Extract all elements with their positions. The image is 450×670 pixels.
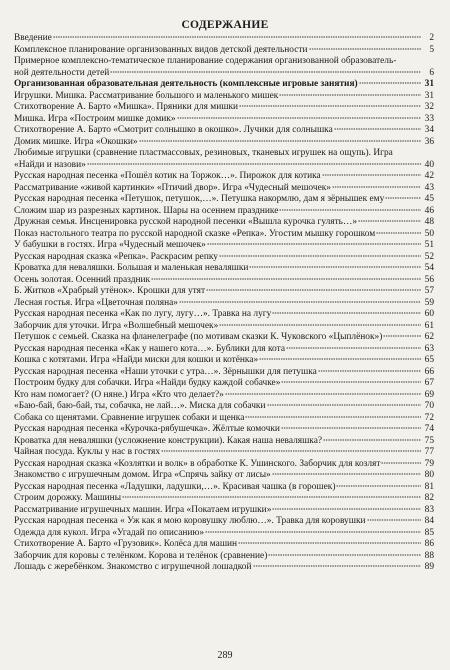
dot-leader [205,531,421,533]
toc-entry-text: Кроватка для неваляшки (усложнение конструкции). Какая наша неваляшка? [14,435,323,446]
toc-entry-page: 36 [424,136,434,147]
dot-leader [207,243,421,245]
toc-entry [14,240,434,252]
dot-leader [151,278,421,280]
toc-entry [14,321,434,333]
dot-leader [272,508,421,510]
toc-entry-text: Русская народная песенка « Уж как я мою коровушку люблю…». Травка для коровушки [14,516,366,526]
toc-entry [14,528,434,540]
toc-entry-page: 33 [424,113,434,124]
toc-entry [14,171,434,183]
toc-entry-line [14,137,434,149]
dot-leader [268,554,421,556]
toc-entry-text: Лесная гостья. Игра «Цветочная поляна» [14,297,178,308]
toc-entry-line [14,516,434,528]
toc-entry [14,401,434,413]
toc-entry-page: 85 [424,527,434,538]
toc-entry-line [14,171,434,183]
page-number: 289 [217,650,233,661]
toc-entry-line [14,344,434,356]
toc-entry-text: Чайная посуда. Куклы у нас в гостях [14,447,161,457]
toc-entry [14,493,434,505]
toc-entry-line [14,263,434,275]
toc-entry-text: Русская народная песенка «Курочка-рябушечка». Жёлтые комочки [14,424,280,434]
toc-entry-text: Показ настольного театра по русской народной сказке «Репка». Угостим мышку горошком [14,228,376,239]
dot-leader [267,404,421,406]
toc-entry [14,56,434,79]
toc-entry-line [14,459,434,471]
toc-entry [14,436,434,448]
toc-entry-page: 82 [424,493,434,503]
toc-entry-text: Русская народная сказка «Козлятки и волк» в обработке К. Ушинского. Заборчик для козлят [14,458,381,469]
dot-leader [286,347,421,349]
toc-entry-line [14,183,434,195]
toc-entry [14,551,434,563]
toc-entry-text: Заборчик для коровы с телёнком. Корова и телёнок (сравнение) [14,550,268,561]
table-of-contents [14,33,434,574]
toc-entry-page: 51 [424,240,434,250]
dot-leader [53,36,421,38]
toc-entry [14,390,434,402]
toc-entry [14,33,434,45]
toc-entry-page: 81 [424,481,434,492]
toc-entry-page: 45 [424,194,434,204]
toc-entry-page: 84 [424,516,434,526]
dot-leader [309,48,421,50]
toc-entry-line [14,309,434,321]
toc-entry-text: Кроватка для неваляшки. Большая и маленькая неваляшки [14,263,249,273]
toc-entry-page: 77 [424,447,434,457]
toc-entry-line [14,194,434,206]
toc-entry-text: Комплексное планирование организованных видов детской деятельности [14,44,308,55]
toc-entry-text: Организованная образовательная деятельность (комплексные игровые занятия) [14,79,358,89]
toc-entry-text: У бабушки в гостях. Игра «Чудесный мешочек» [14,240,206,250]
toc-entry-text: Рассматривание «живой картинки» «Птичий двор». Игра «Чудесный мешочек» [14,182,331,193]
toc-entry-text: «Баю-бай, баю-бай, ты, собачка, не лай…». Миска для собачки [14,401,266,411]
toc-entry [14,562,434,574]
toc-entry-page: 72 [424,412,434,423]
toc-entry [14,344,434,356]
toc-entry-page: 63 [424,343,434,354]
dot-leader [161,450,421,452]
dot-leader [336,485,421,487]
toc-entry-text: Сложим шар из разрезных картинок. Шары на осеннем празднике [14,205,279,216]
dot-leader [279,209,421,211]
toc-entry-text: Любимые игрушки (сравнение пластмассовых, резиновых, тканевых игрушек на ощупь). Игра [14,148,393,158]
dot-leader [376,232,421,234]
toc-entry-text: Петушок с семьей. Сказка на фланелеграфе (по мотивам сказки К. Чуковского «Цыплёнок») [14,332,383,342]
toc-entry-page: 43 [424,182,434,193]
toc-entry-text: Собака со щенятами. Сравнение игрушек собаки и щенка [14,412,245,423]
toc-entry [14,332,434,344]
toc-entry [14,298,434,310]
toc-entry [14,516,434,528]
toc-entry [14,252,434,264]
toc-entry-line [14,355,434,367]
toc-entry-text: Б. Житков «Храбрый утёнок». Крошки для утят [14,286,206,296]
dot-leader [279,94,421,96]
toc-entry-line [14,286,434,298]
toc-entry [14,79,434,91]
toc-entry [14,539,434,551]
dot-leader [383,335,421,337]
dot-leader [359,82,421,84]
dot-leader [206,289,421,291]
toc-entry-line [14,298,434,310]
toc-entry-page: 70 [424,401,434,411]
toc-entry-page: 52 [424,251,434,262]
toc-entry-text: Русская народная песенка «Как у нашего кота…». Бублики для кота [14,343,285,354]
toc-entry-page: 74 [424,424,434,434]
toc-entry-text: Заборчик для уточки. Игра «Волшебный мешочек» [14,320,219,331]
toc-entry-page: 56 [424,274,434,285]
toc-entry [14,447,434,459]
toc-entry-text: Рассматривание игрушечных машин. Игра «Покатаем игрушки» [14,504,272,515]
toc-entry-page: 54 [424,263,434,273]
toc-entry-page: 5 [429,44,434,55]
toc-entry-line [14,91,434,103]
dot-leader [281,427,421,429]
toc-entry-text: ной деятельности детей [14,67,110,78]
toc-entry-page: 79 [424,458,434,469]
toc-entry-page: 46 [424,205,434,216]
toc-entry-page: 65 [424,355,434,365]
toc-entry [14,125,434,137]
dot-leader [318,370,421,372]
toc-entry [14,286,434,298]
toc-entry-text: Кошка с котятами. Игра «Найди миски для кошки и котёнка» [14,355,259,365]
toc-entry-line [14,436,434,448]
dot-leader [225,393,421,395]
toc-entry-text: Стихотворение А. Барто «Грузовик». Колёса для машин [14,539,238,549]
toc-entry [14,470,434,482]
toc-entry-page: 34 [424,125,434,135]
toc-entry-page: 40 [424,159,434,170]
toc-entry [14,482,434,494]
toc-entry-text: Игрушки. Мишка. Рассматривание большого и маленького мишек [14,90,279,101]
toc-entry-text: Кто нам помогает? (О няне.) Игра «Кто что делает?» [14,389,224,400]
dot-leader [249,266,421,268]
toc-entry-line [14,229,434,241]
toc-entry-page: 86 [424,539,434,549]
page-title: СОДЕРЖАНИЕ [181,19,269,31]
toc-entry-line [14,539,434,551]
toc-entry-line [14,68,434,80]
toc-entry-line [14,321,434,333]
toc-entry-line [14,148,434,160]
toc-entry-text: Дружная семья. Инсценировка русской народной песенки «Вышла курочка гулять…» [14,217,358,227]
dot-leader [381,462,421,464]
dot-leader [334,128,421,130]
toc-entry [14,114,434,126]
toc-entry-page: 66 [424,366,434,377]
toc-entry-line [14,390,434,402]
toc-entry-line [14,125,434,137]
dot-leader [358,220,421,222]
toc-entry-line [14,217,434,229]
dot-leader [219,324,421,326]
toc-entry [14,424,434,436]
toc-entry-line [14,424,434,436]
toc-entry-text: Русская народная песенка «Ладушки, ладушки,…». Красивая чашка (в горошек) [14,481,336,492]
toc-entry-page: 2 [429,33,434,43]
toc-entry-text: Осень золотая. Осенний праздник [14,274,151,285]
toc-entry-page: 31 [424,90,434,101]
toc-entry [14,91,434,103]
toc-entry-text: Введение [14,33,52,43]
toc-entry-text: Русская народная песенка «Наши уточки с утра…». Зёрнышки для петушка [14,366,317,377]
toc-entry-page: 6 [429,67,434,78]
toc-entry-line [14,447,434,459]
toc-entry-page: 75 [424,435,434,446]
toc-entry-text: Русская народная песенка «Пошёл котик на Торжок…». Пирожок для котика [14,171,321,181]
toc-entry-line [14,33,434,45]
dot-leader [272,473,421,475]
toc-entry-page: 31 [424,79,434,89]
toc-entry-line [14,114,434,126]
toc-entry-line [14,367,434,379]
dot-leader [122,496,421,498]
toc-entry-line [14,401,434,413]
toc-entry-line [14,332,434,344]
toc-entry-line [14,79,434,91]
toc-entry-page: 60 [424,309,434,319]
toc-entry-page: 80 [424,470,434,480]
dot-leader [110,71,421,73]
toc-entry-text: Одежда для кукол. Игра «Угадай по описанию» [14,527,205,538]
dot-leader [139,140,421,142]
toc-entry-line [14,206,434,218]
toc-entry [14,505,434,517]
toc-entry-text: Знакомство с игрушечным домом. Игра «Спрячь зайку от лисы» [14,470,271,480]
dot-leader [253,565,422,567]
toc-entry-text: Стихотворение А. Барто «Смотрит солнышко в окошко». Лучики для солнышка [14,125,333,135]
dot-leader [219,255,421,257]
toc-entry-text: Русская народная сказка «Репка». Раскрасим репку [14,251,218,262]
toc-entry [14,263,434,275]
dot-leader [87,163,421,165]
dot-leader [385,197,421,199]
toc-entry-text: Мишка. Игра «Построим мишке домик» [14,113,176,124]
toc-entry [14,378,434,390]
dot-leader [259,358,421,360]
toc-entry [14,148,434,171]
toc-entry-page: 57 [424,286,434,296]
toc-entry-line [14,482,434,494]
toc-entry-page: 89 [424,562,434,572]
toc-entry [14,367,434,379]
dot-leader [179,301,421,303]
dot-leader [281,381,421,383]
toc-entry [14,275,434,287]
dot-leader [177,117,421,119]
toc-entry-page: 59 [424,297,434,308]
toc-entry-line [14,551,434,563]
toc-entry [14,355,434,367]
dot-leader [245,416,421,418]
toc-entry-line [14,102,434,114]
toc-entry-text: Построим будку для собачки. Игра «Найди будку каждой собачке» [14,378,281,388]
toc-entry-page: 32 [424,102,434,112]
toc-entry [14,459,434,471]
toc-entry-text: «Найди и назови» [14,159,86,170]
toc-entry [14,137,434,149]
toc-entry [14,102,434,114]
toc-entry-text: Стихотворение А. Барто «Мишка». Пряники для мишки [14,102,239,112]
toc-entry [14,229,434,241]
toc-entry-line [14,160,434,172]
toc-entry-page: 42 [424,171,434,181]
toc-entry-page: 83 [424,504,434,515]
toc-entry-text: Примерное комплексно-тематическое планирование содержания организованной образователь- [14,56,397,66]
dot-leader [272,312,421,314]
toc-entry-line [14,252,434,264]
toc-entry-line [14,45,434,57]
dot-leader [332,186,421,188]
toc-entry-line [14,413,434,425]
toc-entry [14,309,434,321]
toc-entry [14,194,434,206]
dot-leader [238,542,421,544]
toc-entry-line [14,562,434,574]
toc-entry-line [14,275,434,287]
toc-entry [14,413,434,425]
toc-entry-line [14,493,434,505]
toc-entry-page: 50 [424,228,434,239]
toc-entry-line [14,56,434,68]
toc-entry-page: 69 [424,389,434,400]
toc-entry-page: 62 [424,332,434,342]
toc-entry [14,45,434,57]
dot-leader [239,105,421,107]
toc-entry-line [14,505,434,517]
toc-entry [14,206,434,218]
toc-entry-text: Русская народная песенка «Как по лугу, лугу…». Травка на лугу [14,309,272,319]
toc-entry-text: Лошадь с жеребёнком. Знакомство с игрушечной лошадкой [14,562,252,572]
toc-entry-text: Домик мишке. Игра «Окошки» [14,136,138,147]
toc-entry-line [14,240,434,252]
toc-entry-line [14,528,434,540]
toc-entry-text: Русская народная песенка «Петушок, петушок,…». Петушка накормлю, дам я зёрнышек ему [14,194,385,204]
dot-leader [322,174,421,176]
toc-entry-page: 88 [424,550,434,561]
dot-leader [323,439,421,441]
dot-leader [367,519,421,521]
toc-entry [14,183,434,195]
toc-entry-page: 67 [424,378,434,388]
toc-entry-page: 48 [424,217,434,227]
toc-entry-page: 61 [424,320,434,331]
toc-entry-text: Строим дорожку. Машины [14,493,121,503]
toc-entry-line [14,378,434,390]
toc-entry [14,217,434,229]
toc-entry-line [14,470,434,482]
